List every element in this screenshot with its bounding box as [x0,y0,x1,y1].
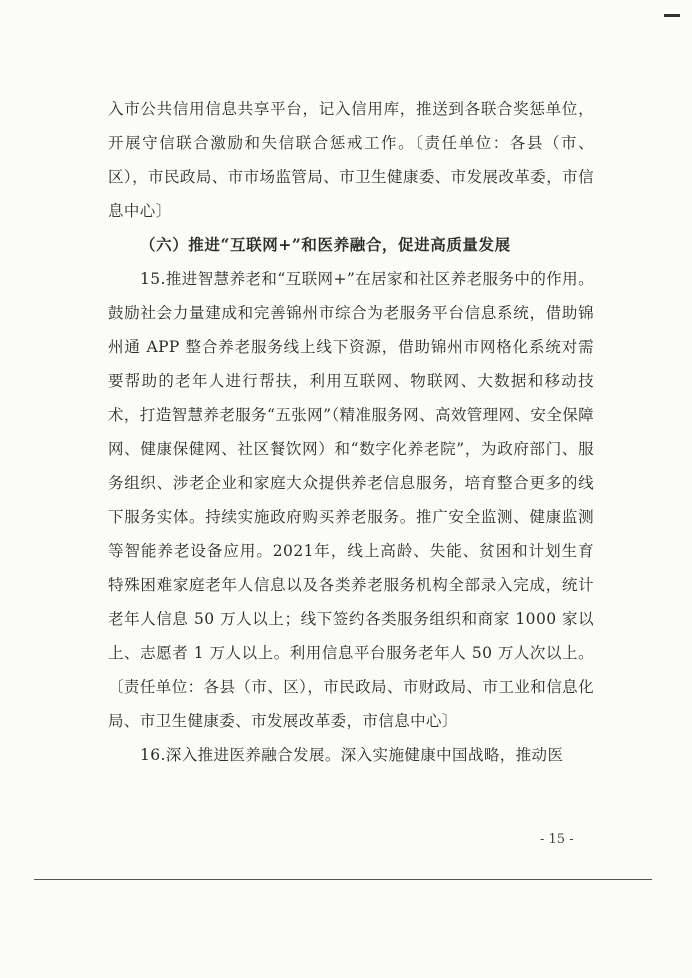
section-heading: （六）推进“互联网+”和医养融合，促进高质量发展 [140,235,511,254]
document-body [108,92,594,772]
paragraph-continuation: 入市公共信用信息共享平台，记入信用库，推送到各联合奖惩单位，开展守信联合激励和失信联合惩戒工作。〔责任单位：各县（市、区），市民政局、市市场监管局、市卫生健康委、市发展改革委，市信息中心〕 [108,100,594,220]
corner-mark [664,14,680,17]
paragraph-item-15: 15.推进智慧养老和“互联网+”在居家和社区养老服务中的作用。鼓励社会力量建成和完善锦州市综合为老服务平台信息系统，借助锦州通 APP 整合养老服务线上线下资源，借助锦州市网格化系统对需要帮助的老年人进行帮扶，利用互联网、物联网、大数据和移动技术，打造智慧养老服务“五张网”（精准服务网、高效管理网、安全保障网、健康保健网、社区餐饮网）和“数字化养老院”，为政府部门、服务组织、涉老企业和家庭大众提供养老信息服务，培育整合更多的线下服务实体。持续实施政府购买养老服务。推广安全监测、健康监测等智能养老设备应用。2021年，线上高龄、失能、贫困和计划生育特殊困难家庭老年人信息以及各类养老服务机构全部录入完成，统计老年人信息 50 万人以上；线下签约各类服务组织和商家 1000 家以上、志愿者 1 万人以上。利用信息平台服务老年人 50 万人次以上。〔责任单位：各县（市、区），市民政局、市财政局、市工业和信息化局、市卫生健康委、市发展改革委，市信息中心〕 [108,270,594,730]
footer-divider [34,879,652,880]
page-number: - 15 - [540,832,574,847]
paragraph-item-16: 16.深入推进医养融合发展。深入实施健康中国战略，推动医 [140,746,564,764]
